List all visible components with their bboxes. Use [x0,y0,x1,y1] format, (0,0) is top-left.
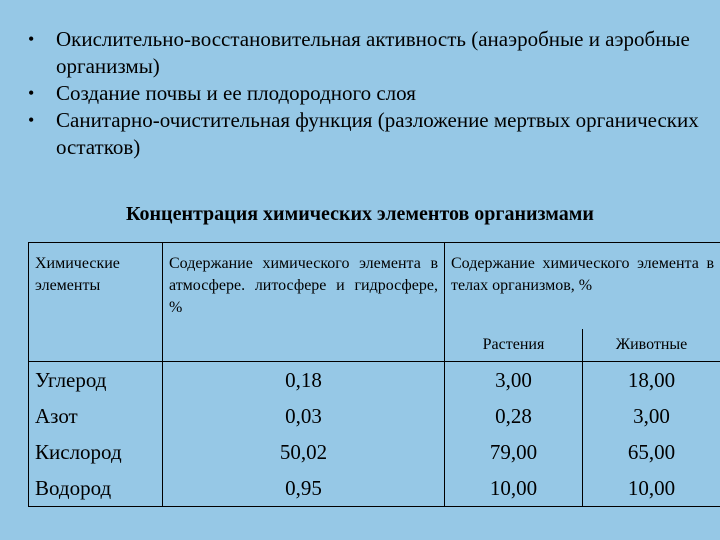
bullet-icon: • [28,83,35,103]
animals-value: 18,00 [583,362,720,399]
element-name: Водород [29,470,163,507]
element-name: Азот [29,398,163,434]
bullet-icon: • [28,29,35,49]
header-environment: Содержание химического элемента в атмосфере. литосфере и гидросфере, % [163,243,445,362]
bullet-item [26,26,706,80]
table-row [29,470,720,507]
plants-value: 3,00 [445,362,583,399]
table-header-row [29,243,720,330]
concentration-table [28,242,720,507]
bullet-text: Создание почвы и ее плодородного слоя [56,81,416,105]
animals-value: 65,00 [583,434,720,470]
bullet-icon: • [28,110,35,130]
element-name: Углерод [29,362,163,399]
header-animals: Животные [583,329,720,362]
animals-value: 3,00 [583,398,720,434]
environment-value: 0,03 [163,398,445,434]
bullet-text: Санитарно-очистительная функция (разложение мертвых органических остатков) [56,108,699,159]
table-title: Концентрация химических элементов организмами [126,203,594,225]
animals-value: 10,00 [583,470,720,507]
table-row [29,434,720,470]
bullet-list [26,26,706,161]
header-organisms: Содержание химического элемента в телах организмов, % [445,243,720,330]
header-plants: Растения [445,329,583,362]
environment-value: 0,18 [163,362,445,399]
bullet-item [26,107,706,161]
header-elements: Химические элементы [29,243,163,362]
plants-value: 0,28 [445,398,583,434]
element-name: Кислород [29,434,163,470]
bullet-item [26,80,706,107]
environment-value: 50,02 [163,434,445,470]
table-row [29,398,720,434]
table-row [29,362,720,399]
environment-value: 0,95 [163,470,445,507]
bullet-text: Окислительно-восстановительная активность (анаэробные и аэробные организмы) [56,27,690,78]
plants-value: 10,00 [445,470,583,507]
plants-value: 79,00 [445,434,583,470]
